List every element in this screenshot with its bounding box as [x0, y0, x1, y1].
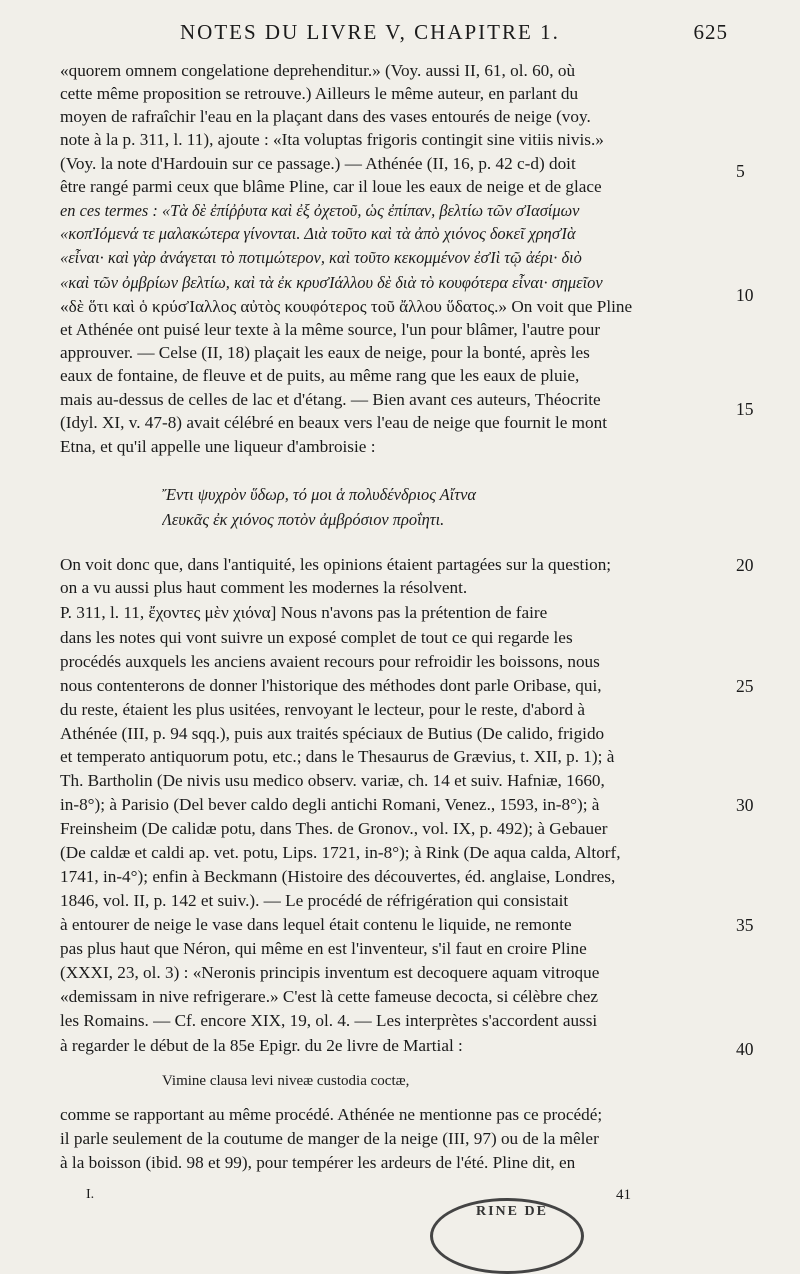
text-line: «demissam in nive refrigerare.» C'est là cette fameuse decocta, si célèbre chez [60, 987, 599, 1006]
line-number: 5 [736, 161, 745, 181]
text-line: (XXXI, 23, ol. 3) : «Neronis principis inventum est decoquere aquam vitroque [60, 963, 600, 982]
text-line: à regarder le début de la 85e Epigr. du 2e livre de Martial : [60, 1036, 463, 1055]
page-number: 625 [693, 20, 728, 44]
running-header [180, 20, 760, 54]
greek-quote-line: «καὶ τῶν ὀμβρίων βελτίω, καὶ τὰ ἐκ κρυσἸάλλου δὲ διὰ τὸ κουφότερα εἶναι· σημεῖον [60, 273, 603, 292]
signature-mark: I. [86, 1187, 95, 1202]
text-line: eaux de fontaine, de fleuve et de puits, au même rang que les eaux de pluie, [60, 366, 580, 385]
line-number: 20 [736, 555, 754, 575]
text-line: dans les notes qui vont suivre un exposé complet de tout ce qui regarde les [60, 628, 573, 647]
greek-quote-line: en ces termes : «Τὰ δὲ ἐπίῤῥυτα καὶ ἐξ ὀχετοῦ, ὡς ἐπίπαν, βελτίω τῶν σἸασίμων [60, 201, 580, 220]
text-line: Athénée (III, p. 94 sqq.), puis aux traités spéciaux de Butius (De calido, frigido [60, 724, 605, 743]
text-line: les Romains. — Cf. encore XIX, 19, ol. 4. — Les interprètes s'accordent aussi [60, 1011, 598, 1030]
text-line: «δὲ ὅτι καὶ ὁ κρύσἸαλλος αὐτὸς κουφότερος τοῦ ἄλλου ὕδατος.» On voit que Pline [60, 297, 633, 316]
greek-verse-line: Λευκᾶς ἐκ χιόνος ποτὸν ἀμβρόσιον προΐητι. [162, 510, 445, 529]
text-line: et temperato antiquorum potu, etc.; dans le Thesaurus de Grævius, t. XII, p. 1); à [60, 747, 615, 766]
text-line: note à la p. 311, l. 11), ajoute : «Ita voluptas frigoris contingit sine vitiis nivis.» [60, 130, 604, 149]
line-number: 25 [736, 676, 754, 696]
text-line: (Voy. la note d'Hardouin sur ce passage.) — Athénée (II, 16, p. 42 c-d) doit [60, 154, 576, 173]
text-line: 1846, vol. II, p. 142 et suiv.). — Le procédé de réfrigération qui consistait [60, 891, 569, 910]
text-line: et Athénée ont puisé leur texte à la même source, l'un pour blâmer, l'autre pour [60, 320, 601, 339]
library-stamp-text: RINE DE [476, 1204, 548, 1219]
text-line: être rangé parmi ceux que blâme Pline, car il loue les eaux de neige et de glace [60, 177, 602, 196]
text-line: in-8°); à Parisio (Del bever caldo degli antichi Romani, Venez., 1593, in-8°); à [60, 795, 600, 814]
line-number: 35 [736, 915, 754, 935]
text-line: 1741, in-4°); enfin à Beckmann (Histoire des découvertes, éd. anglaise, Londres, [60, 867, 616, 886]
line-number: 15 [736, 399, 754, 419]
text-line: du reste, étaient les plus usitées, renvoyant le lecteur, pour le reste, d'abord à [60, 700, 586, 719]
text-line: Etna, et qu'il appelle une liqueur d'ambroisie : [60, 437, 376, 456]
line-number: 40 [736, 1039, 754, 1059]
text-line: Th. Bartholin (De nivis usu medico observ. variæ, ch. 14 et suiv. Hafniæ, 1660, [60, 771, 605, 790]
header-title: NOTES DU LIVRE V, CHAPITRE 1. [180, 20, 560, 44]
line-number: 10 [736, 285, 754, 305]
line-number: 30 [736, 795, 754, 815]
text-line: (Idyl. XI, v. 47-8) avait célébré en beaux vers l'eau de neige que fournit le mont [60, 413, 607, 432]
text-line: comme se rapportant au même procédé. Athénée ne mentionne pas ce procédé; [60, 1105, 603, 1124]
text-line: Freinsheim (De calidæ potu, dans Thes. de Gronov., vol. IX, p. 492); à Gebauer [60, 819, 608, 838]
greek-quote-line: «εἶναι· καὶ γὰρ ἀνάγεται τὸ ποτιμώτερον, καὶ τοῦτο κεκομμένον ἐσἸὶ τῷ ἀέρι· διὸ [60, 248, 582, 267]
text-line: on a vu aussi plus haut comment les modernes la résolvent. [60, 578, 468, 597]
greek-quote-line: «κοπἸόμενά τε μαλακώτερα γίνονται. Διὰ τοῦτο καὶ τὰ ἀπὸ χιόνος δοκεῖ χρησἸὰ [60, 224, 576, 243]
text-line: nous contenterons de donner l'historique des méthodes dont parle Oribase, qui, [60, 676, 602, 695]
text-line: «quorem omnem congelatione deprehenditur.» (Voy. aussi II, 61, ol. 60, où [60, 61, 576, 80]
text-line: mais au-dessus de celles de lac et d'étang. — Bien avant ces auteurs, Théocrite [60, 390, 601, 409]
text-line: cette même proposition se retrouve.) Ailleurs le même auteur, en parlant du [60, 84, 579, 103]
text-line: il parle seulement de la coutume de manger de la neige (III, 97) ou de la mêler [60, 1129, 599, 1148]
text-line: pas plus haut que Néron, qui même en est l'inventeur, s'il faut en croire Pline [60, 939, 587, 958]
text-line: approuver. — Celse (II, 18) plaçait les eaux de neige, pour la bonté, après les [60, 343, 590, 362]
greek-verse-line: Ἔντι ψυχρὸν ὕδωρ, τό μοι ἁ πολυδένδριος Αἴτνα [162, 485, 476, 504]
sheet-number: 41 [616, 1187, 631, 1203]
text-line: moyen de rafraîchir l'eau en la plaçant dans des vases entourés de neige (voy. [60, 107, 591, 126]
text-line: P. 311, l. 11, ἔχοντες μὲν χιόνα] Nous n'avons pas la prétention de faire [60, 603, 548, 622]
text-line: à la boisson (ibid. 98 et 99), pour tempérer les ardeurs de l'été. Pline dit, en [60, 1153, 576, 1172]
latin-verse-line: Vimine clausa levi niveæ custodia coctæ, [162, 1073, 410, 1089]
text-line: (De caldæ et caldi ap. vet. potu, Lips. 1721, in-8°); à Rink (De aqua calda, Altorf, [60, 843, 621, 862]
text-line: On voit donc que, dans l'antiquité, les opinions étaient partagées sur la question; [60, 555, 612, 574]
text-line: procédés auxquels les anciens avaient recours pour refroidir les boissons, nous [60, 652, 600, 671]
text-line: à entourer de neige le vase dans lequel était contenu le liquide, ne remonte [60, 915, 572, 934]
